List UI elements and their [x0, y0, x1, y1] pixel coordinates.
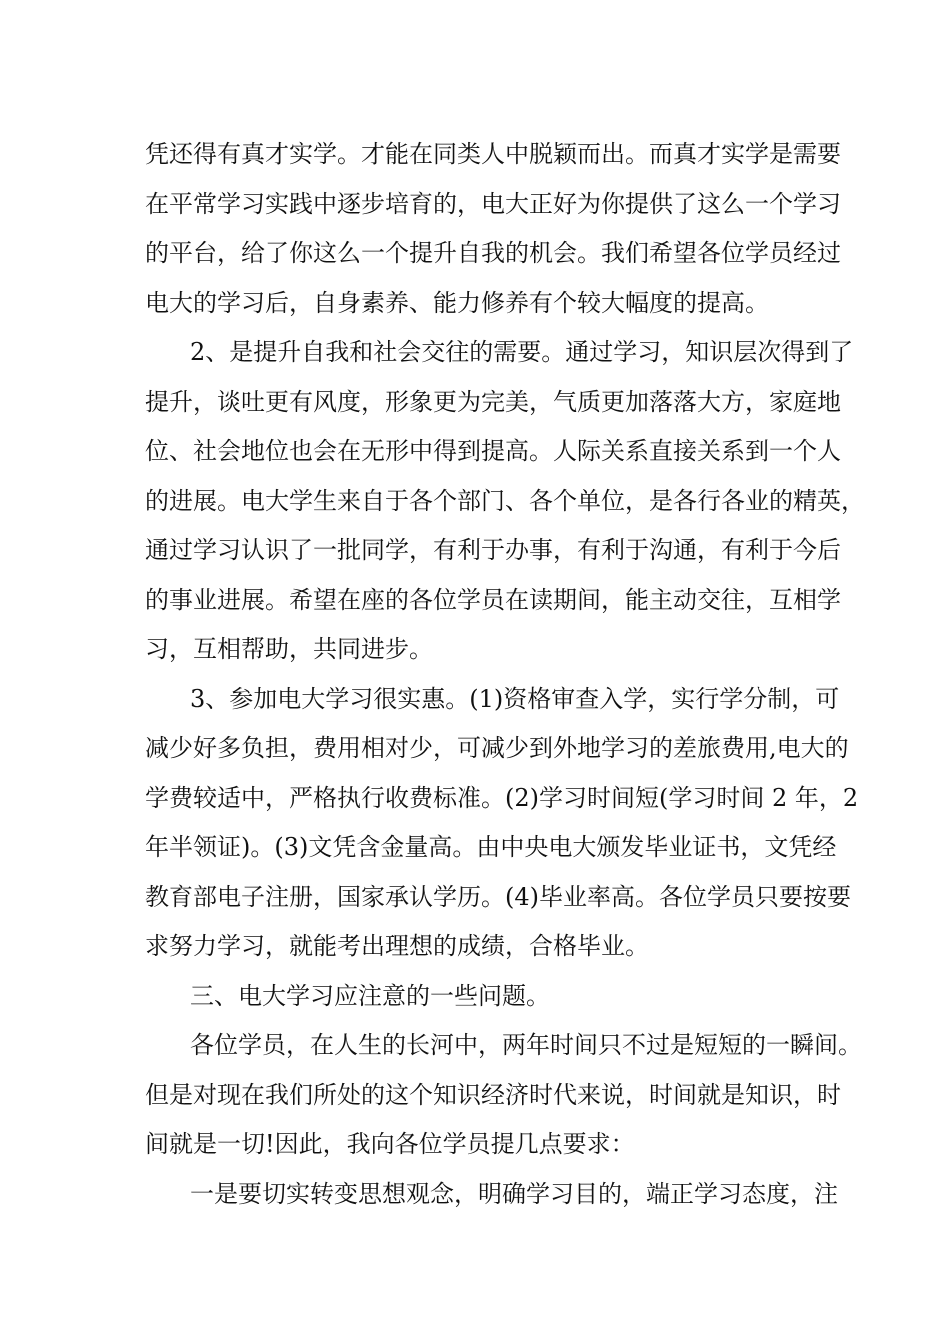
document-body — [145, 130, 865, 1219]
text-line: 的进展。电大学生来自于各个部门、各个单位，是各行各业的精英， — [145, 486, 865, 515]
text-line: 凭还得有真才实学。才能在同类人中脱颖而出。而真才实学是需要 — [145, 140, 841, 168]
text-line: 教育部电子注册，国家承认学历。(4)毕业率高。各位学员只要按要 — [145, 882, 851, 911]
text-line: 一是要切实转变思想观念，明确学习目的，端正学习态度，注 — [190, 1179, 838, 1208]
text-line: 习，互相帮助，共同进步。 — [145, 635, 433, 663]
text-line: 的事业进展。希望在座的各位学员在读期间，能主动交往，互相学 — [145, 585, 841, 614]
text-line: 通过学习认识了一批同学，有利于办事，有利于沟通，有利于今后 — [145, 536, 841, 564]
text-line: 但是对现在我们所处的这个知识经济时代来说，时间就是知识，时 — [145, 1080, 841, 1109]
text-line: 在平常学习实践中逐步培育的，电大正好为你提供了这么一个学习 — [145, 189, 841, 218]
text-line: 学费较适中，严格执行收费标准。(2)学习时间短(学习时间 2 年，2 — [145, 783, 859, 812]
text-line: 间就是一切!因此，我向各位学员提几点要求： — [145, 1130, 635, 1158]
text-line: 年半领证)。(3)文凭含金量高。由中央电大颁发毕业证书，文凭经 — [145, 833, 837, 861]
text-line: 求努力学习，就能考出理想的成绩，合格毕业。 — [145, 932, 649, 960]
text-line: 3、参加电大学习很实惠。(1)资格审查入学，实行学分制，可 — [190, 684, 840, 713]
text-line: 的平台，给了你这么一个提升自我的机会。我们希望各位学员经过 — [145, 239, 841, 267]
text-line: 三、电大学习应注意的一些问题。 — [190, 981, 550, 1010]
text-line: 2、是提升自我和社会交往的需要。通过学习，知识层次得到了 — [190, 338, 854, 366]
text-line: 减少好多负担，费用相对少，可减少到外地学习的差旅费用,电大的 — [145, 734, 849, 762]
text-line: 各位学员，在人生的长河中，两年时间只不过是短短的一瞬间。 — [190, 1031, 862, 1059]
text-line: 位、社会地位也会在无形中得到提高。人际关系直接关系到一个人 — [145, 437, 841, 465]
text-line: 提升，谈吐更有风度，形象更为完美，气质更加落落大方，家庭地 — [145, 387, 841, 416]
text-line: 电大的学习后，自身素养、能力修养有个较大幅度的提高。 — [145, 288, 769, 317]
